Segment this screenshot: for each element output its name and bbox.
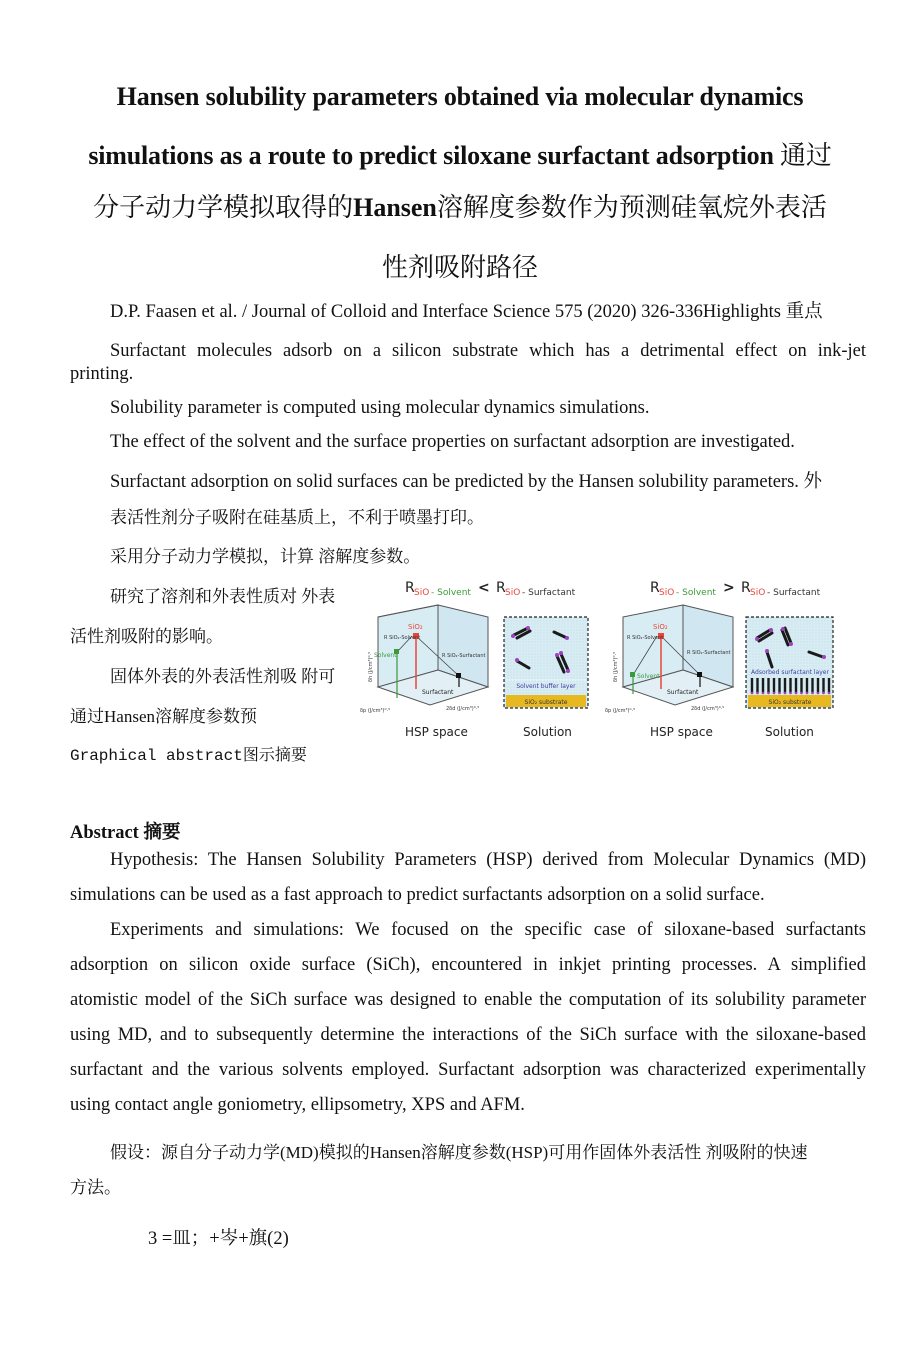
highlight-4-cn: 表活性剂分子吸附在硅基质上，不利于喷墨打印。 — [110, 508, 484, 527]
right-relation — [650, 580, 821, 598]
svg-text:2δd (J/cm³)⁰·⁵: 2δd (J/cm³)⁰·⁵ — [691, 706, 725, 712]
svg-text:R: R — [496, 580, 506, 596]
abstract-hypothesis-line2: simulations can be used as a fast approach to predict surfactants adsorption on a solid surface. — [70, 885, 765, 905]
svg-text:Surfactant: Surfactant — [422, 689, 454, 696]
svg-text:SiO: SiO — [659, 588, 675, 598]
right-solution-label: Solution — [765, 725, 814, 739]
svg-text:- Solvent: - Solvent — [676, 588, 716, 598]
svg-text:>: > — [723, 580, 735, 596]
abstract-exp-line3: atomistic model of the SiCh surface was designed to enable the computation of its solubility parameter — [70, 990, 866, 1010]
right-hsp-box — [605, 605, 733, 714]
svg-text:R: R — [405, 580, 415, 596]
highlight-cn-4-line1: 固体外表的外表活性剂吸 附可 — [110, 667, 336, 686]
svg-text:δh (J/cm³)⁰·⁵: δh (J/cm³)⁰·⁵ — [368, 651, 374, 682]
highlight-cn-3-line2: 活性剂吸附的影响。 — [70, 627, 223, 646]
svg-text:SiO₂: SiO₂ — [408, 623, 423, 631]
abstract-exp-line1: Experiments and simulations: We focused on the specific case of siloxane-based surfactants — [110, 920, 866, 940]
svg-text:SiO: SiO — [750, 588, 766, 598]
highlight-1-line1: Surfactant molecules adsorb on a silicon substrate which has a detrimental effect on ink-jet — [110, 341, 866, 361]
graphical-abstract-label: Graphical abstract图示摘要 — [70, 747, 307, 765]
svg-text:SiO₂ substrate: SiO₂ substrate — [524, 699, 568, 706]
abstract-hypothesis-line1: Hypothesis: The Hansen Solubility Parameters (HSP) derived from Molecular Dynamics (MD) — [110, 850, 866, 870]
equation: 3 =皿；+岑+旗(2) — [148, 1229, 289, 1249]
title-cn-hansen: Hansen — [353, 193, 437, 222]
highlight-cn-3-line1: 研究了溶剂和外表性质对 外表 — [110, 587, 336, 606]
right-hsp-label: HSP space — [650, 725, 713, 739]
paper-title-line2-cn: 通过 — [773, 141, 832, 170]
svg-text:SiO₂: SiO₂ — [653, 623, 668, 631]
right-panel — [605, 580, 833, 739]
title-cn-post: 溶解度参数作为预测硅氧烷外表活 — [436, 193, 827, 222]
left-hsp-box — [360, 605, 488, 714]
highlight-cn-2: 采用分子动力学模拟，计算 溶解度参数。 — [110, 547, 421, 566]
svg-text:δp (J/cm³)⁰·⁵: δp (J/cm³)⁰·⁵ — [360, 708, 391, 714]
left-solution-label: Solution — [523, 725, 572, 739]
svg-text:<: < — [478, 580, 490, 596]
svg-text:Surfactant: Surfactant — [667, 689, 699, 696]
highlight-4: Surfactant adsorption on solid surfaces can be predicted by the Hansen solubility parameters. 外 — [110, 472, 823, 492]
citation: D.P. Faasen et al. / Journal of Colloid and Interface Science 575 (2020) 326-336Highlights 重点 — [110, 302, 823, 322]
svg-text:SiO₂ substrate: SiO₂ substrate — [768, 699, 812, 706]
paper-title-line1: Hansen solubility parameters obtained via molecular dynamics — [116, 82, 804, 111]
svg-text:R SiO₂-Surfactant: R SiO₂-Surfactant — [442, 653, 486, 659]
svg-text:- Surfactant: - Surfactant — [767, 588, 821, 598]
highlight-2: Solubility parameter is computed using molecular dynamics simulations. — [110, 398, 650, 418]
svg-text:Solvent: Solvent — [374, 652, 397, 659]
svg-text:SiO: SiO — [505, 588, 521, 598]
paper-title-line4: 性剂吸附路径 — [381, 253, 538, 282]
left-hsp-label: HSP space — [405, 725, 468, 739]
graphical-abstract-figure — [360, 572, 850, 747]
abstract-exp-line2: adsorption on silicon oxide surface (SiCh), encountered in inkjet printing processes. A simplified — [70, 955, 866, 975]
svg-text:SiO: SiO — [414, 588, 430, 598]
abstract-exp-line5: surfactant and the various solvents employed. Surfactant adsorption was characterized experimentally — [70, 1060, 866, 1080]
svg-text:R SiO₂-Surfactant: R SiO₂-Surfactant — [687, 650, 731, 656]
left-relation — [405, 580, 576, 598]
title-cn-pre: 分子动力学模拟取得的 — [93, 193, 354, 222]
svg-text:R SiO₂-Solvent: R SiO₂-Solvent — [627, 635, 664, 641]
svg-text:R: R — [741, 580, 751, 596]
svg-text:Adsorbed surfactant layer: Adsorbed surfactant layer — [751, 669, 829, 676]
svg-text:- Solvent: - Solvent — [431, 588, 471, 598]
abstract-exp-line4: using MD, and to subsequently determine the interactions of the SiCh surface with the siloxane-based — [70, 1025, 866, 1045]
abstract-exp-line6: using contact angle goniometry, ellipsometry, XPS and AFM. — [70, 1095, 525, 1115]
paper-title-line2 — [0, 135, 920, 172]
svg-text:- Surfactant: - Surfactant — [522, 588, 576, 598]
abstract-heading: Abstract 摘要 — [70, 823, 181, 843]
left-panel — [360, 580, 588, 739]
left-solution-box — [504, 617, 588, 708]
highlight-cn-4-line2: 通过Hansen溶解度参数预 — [70, 707, 257, 726]
svg-text:R: R — [650, 580, 660, 596]
svg-text:δp (J/cm³)⁰·⁵: δp (J/cm³)⁰·⁵ — [605, 708, 636, 714]
svg-text:2δd (J/cm³)⁰·⁵: 2δd (J/cm³)⁰·⁵ — [446, 706, 480, 712]
svg-text:Solvent: Solvent — [637, 673, 660, 680]
svg-text:R SiO₂-Solvent: R SiO₂-Solvent — [384, 635, 421, 641]
svg-text:δh (J/cm³)⁰·⁵: δh (J/cm³)⁰·⁵ — [613, 651, 619, 682]
paper-title-line2-en: simulations as a route to predict siloxane surfactant adsorption — [88, 141, 774, 170]
abstract-cn-line1: 假设：源自分子动力学(MD)模拟的Hansen溶解度参数(HSP)可用作固体外表活性 剂吸附的快速 — [110, 1143, 808, 1162]
svg-text:Solvent buffer layer: Solvent buffer layer — [516, 683, 576, 690]
highlight-1-line2: printing. — [70, 364, 134, 384]
highlight-3: The effect of the solvent and the surface properties on surfactant adsorption are investigated. — [110, 432, 795, 452]
paper-title-line3 — [0, 187, 920, 224]
right-solution-box — [746, 617, 833, 708]
abstract-cn-line2: 方法。 — [70, 1178, 121, 1197]
